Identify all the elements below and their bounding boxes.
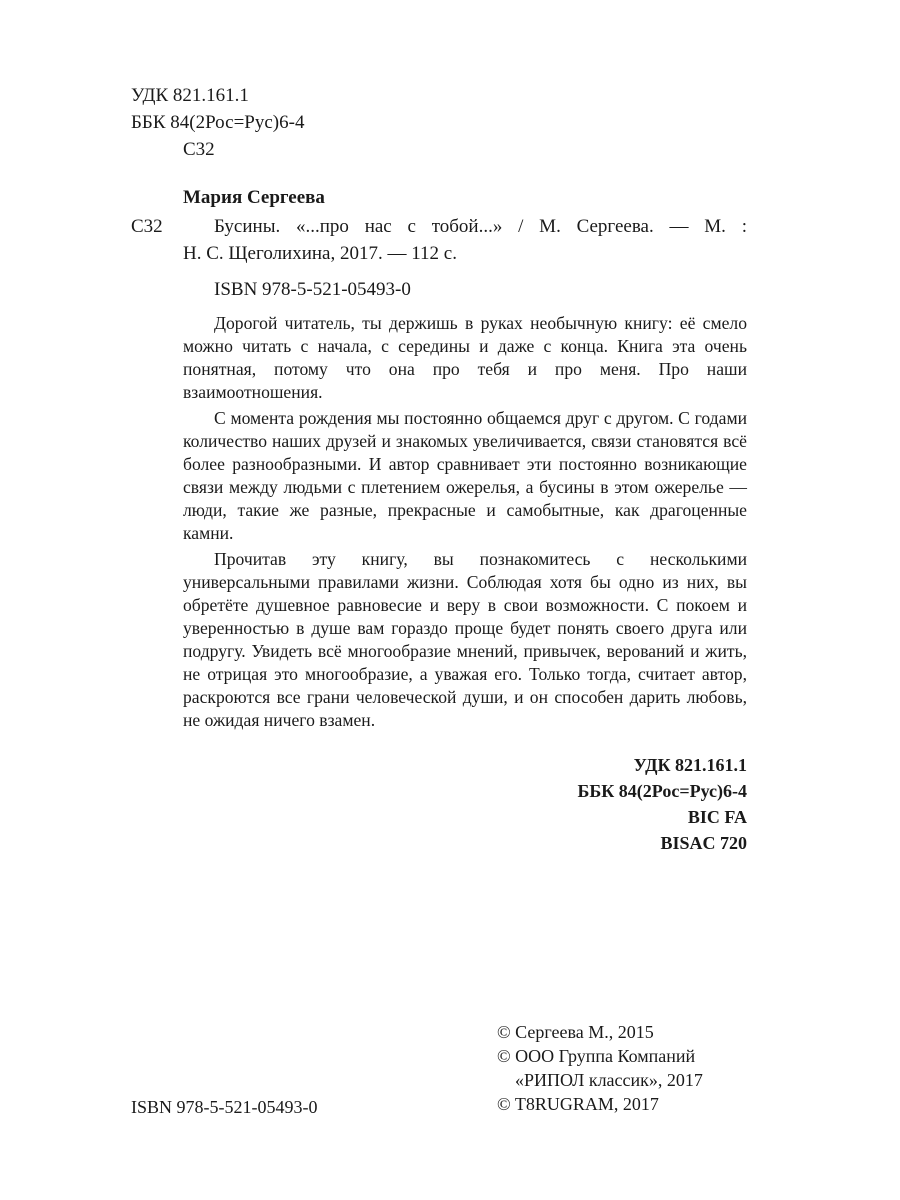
bbk-code-bold: ББК 84(2Рос=Рус)6-4 bbox=[577, 781, 747, 801]
udk-code: УДК 821.161.1 bbox=[131, 85, 249, 106]
copyright-author: © Сергеева М., 2015 bbox=[497, 1022, 654, 1042]
copyright-block bbox=[497, 1020, 703, 1116]
entry-code: С32 bbox=[131, 216, 163, 237]
classification-block bbox=[577, 752, 747, 856]
annotation bbox=[183, 312, 747, 732]
copyright-design: © T8RUGRAM, 2017 bbox=[497, 1094, 659, 1114]
bic-code: BIC FA bbox=[687, 807, 747, 827]
copyright-publisher-name: «РИПОЛ классик», 2017 bbox=[515, 1070, 703, 1090]
bibliographic-line-1: Бусины. «...про нас с тобой...» / М. Сергеева. — М. : bbox=[214, 216, 747, 237]
bbk-code: ББК 84(2Рос=Рус)6-4 bbox=[131, 112, 305, 133]
annotation-paragraph: Дорогой читатель, ты держишь в руках необычную книгу: её смело можно читать с начала, с середины и даже с конца. Книга эта очень понятная, потому что она про тебя и про меня. Про наши взаимоотношения. bbox=[183, 313, 747, 402]
author-sign: С32 bbox=[183, 139, 215, 160]
bibliographic-line-2: Н. С. Щеголихина, 2017. — 112 с. bbox=[183, 243, 457, 264]
annotation-paragraph: Прочитав эту книгу, вы познакомитесь с несколькими универсальными правилами жизни. Соблюдая хотя бы одно из них, вы обретёте душевное равновесие и веру в свои возможности. С покоем и уверенностью в душе вам гораздо проще будет понять своего друга или подругу. Увидеть всё многообразие мнений, привычек, верований и жить, не отрицая это многообразие, а уважая его. Только тогда, считает автор, раскроются все грани человеческой души, и он способен дарить любовь, не ожидая ничего взамен. bbox=[183, 549, 747, 730]
isbn-footer: ISBN 978-5-521-05493-0 bbox=[131, 1097, 318, 1117]
annotation-paragraph: С момента рождения мы постоянно общаемся друг с другом. С годами количество наших друзей и знакомых увеличивается, связи становятся всё более разнообразными. И автор сравнивает эти постоянно возникающие связи между людьми с плетением ожерелья, а бусины в этом ожерелье — люди, такие же разные, прекрасные и самобытные, как драгоценные камни. bbox=[183, 408, 747, 543]
isbn-entry: ISBN 978-5-521-05493-0 bbox=[214, 279, 411, 300]
bisac-code: BISAC 720 bbox=[660, 833, 747, 853]
author-name: Мария Сергеева bbox=[183, 187, 325, 208]
copyright-publisher: © ООО Группа Компаний bbox=[497, 1046, 696, 1066]
udk-code-bold: УДК 821.161.1 bbox=[633, 755, 747, 775]
header-codes bbox=[131, 82, 304, 163]
